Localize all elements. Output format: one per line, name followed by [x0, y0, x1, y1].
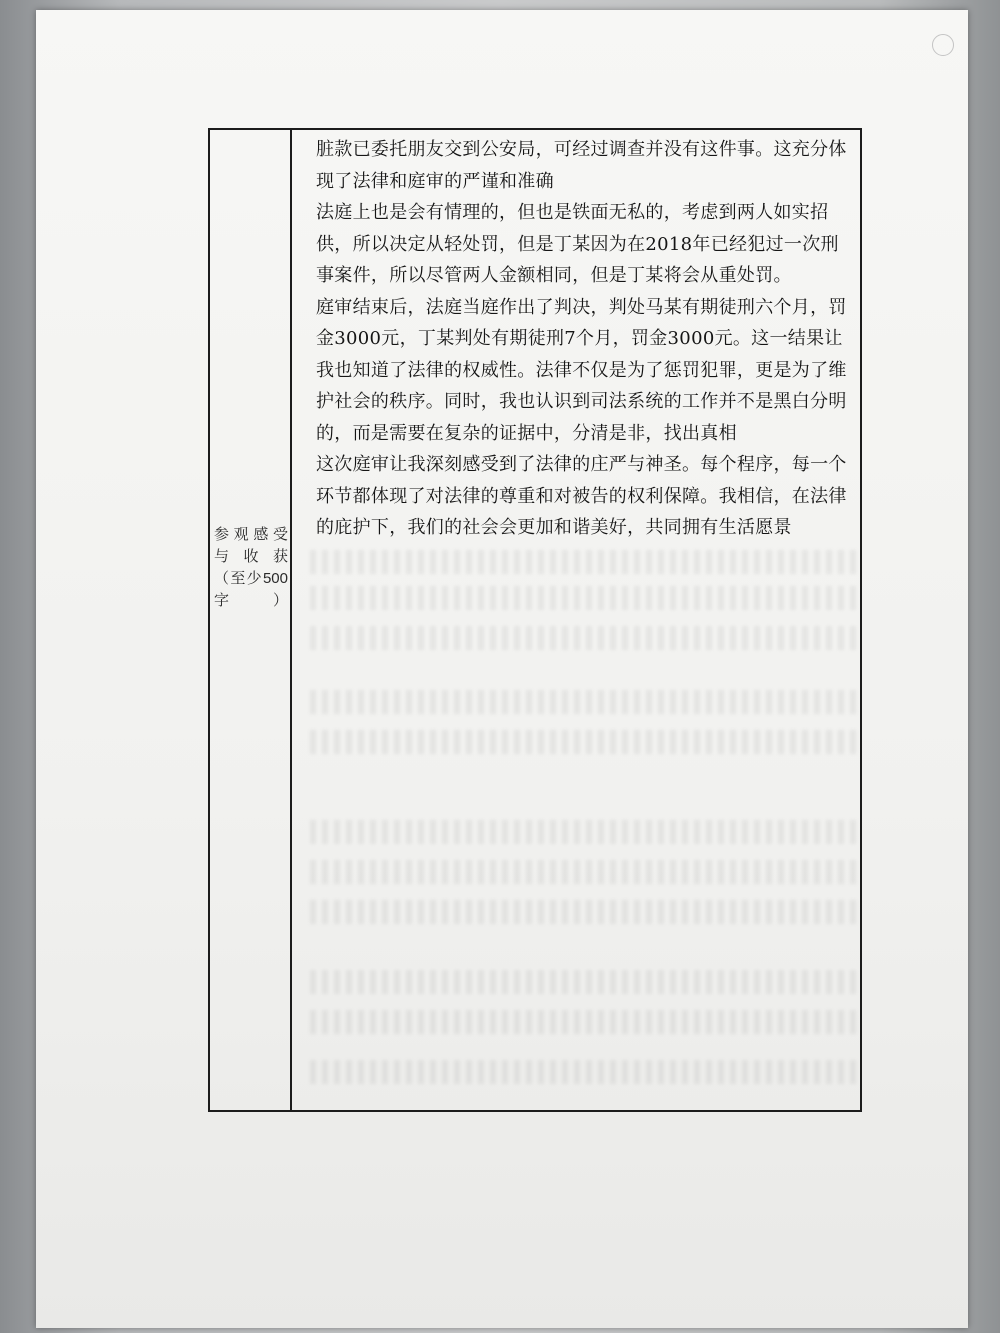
row-label: 参观感受与收获（至少500字）	[214, 526, 288, 609]
show-through-text	[310, 550, 860, 574]
show-through-text	[310, 730, 860, 754]
handwritten-content	[316, 134, 856, 544]
label-cell	[210, 130, 292, 1110]
paragraph: 庭审结束后，法庭当庭作出了判决，判处马某有期徒刑六个月，罚金3000元，丁某判处有期徒刑7个月，罚金3000元。这一结果让我也知道了法律的权威性。法律不仅是为了惩罚犯罪，更是为了维护社会的秩序。同时，我也认识到司法系统的工作并不是黑白分明的，而是需要在复杂的证据中，分清是非，找出真相	[316, 296, 847, 444]
paper-sheet	[36, 10, 968, 1328]
paragraph: 脏款已委托朋友交到公安局，可经过调查并没有这件事。这充分体现了法律和庭审的严谨和准确	[316, 139, 847, 192]
show-through-text	[310, 1060, 860, 1084]
show-through-text	[310, 860, 860, 884]
show-through-text	[310, 1010, 860, 1034]
show-through-text	[310, 586, 860, 610]
paragraph: 法庭上也是会有情理的，但也是铁面无私的，考虑到两人如实招供，所以决定从轻处罚，但是丁某因为在2018年已经犯过一次刑事案件，所以尽管两人金额相同，但是丁某将会从重处罚。	[316, 202, 839, 286]
show-through-text	[310, 690, 860, 714]
show-through-text	[310, 820, 860, 844]
show-through-text	[310, 970, 860, 994]
form-table	[208, 128, 862, 1112]
show-through-text	[310, 900, 860, 924]
paragraph: 这次庭审让我深刻感受到了法律的庄严与神圣。每个程序，每一个环节都体现了对法律的尊重和对被告的权利保障。我相信，在法律的庇护下，我们的社会会更加和谐美好，共同拥有生活愿景	[316, 454, 847, 538]
show-through-text	[310, 626, 860, 650]
corner-circle-mark	[932, 34, 954, 56]
